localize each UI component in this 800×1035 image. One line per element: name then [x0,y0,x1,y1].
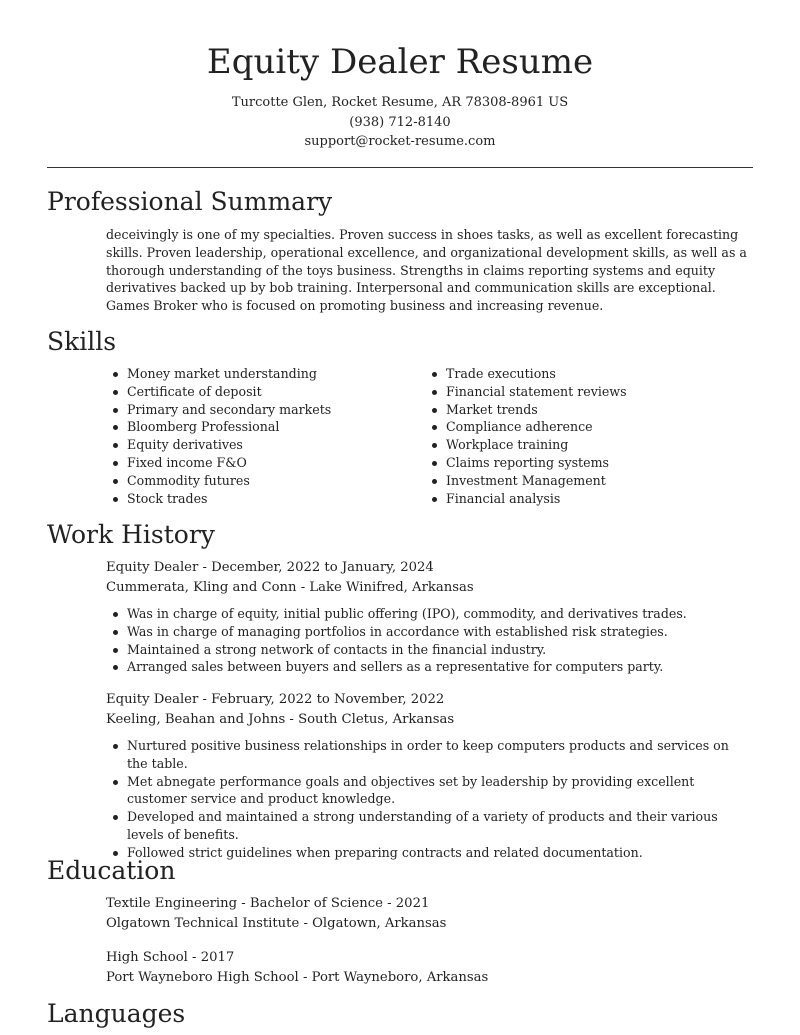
skills-list-left [106,365,406,507]
summary-text: deceivingly is one of my specialties. Proven success in shoes tasks, as well as excellent forecasting skills. Proven leadership, operational excellence, and organizational development skills, as well as a thorough understanding of the toys business. Strengths in claims reporting systems and equity derivatives backed up by bob training. Interpersonal and communication skills are exceptional. Games Broker who is focused on promoting business and increasing revenue. [106,227,747,314]
job-bullet: Nurtured positive business relationships in order to keep computers products and services on the table. [106,737,746,773]
job-bullet: Was in charge of equity, initial public offering (IPO), commodity, and derivatives trades. [106,605,746,623]
contact-block [0,93,800,152]
contact-email: support@rocket-resume.com [304,134,496,149]
skill-item: Stock trades [106,490,406,508]
job-bullet: Met abnegate performance goals and objectives set by leadership by providing excellent customer service and product knowledge. [106,773,746,809]
job-company-line: Cummerata, Kling and Conn - Lake Winifred, Arkansas [106,580,474,595]
skill-item: Financial statement reviews [425,383,725,401]
job-bullet: Maintained a strong network of contacts in the financial industry. [106,641,746,659]
skill-item: Fixed income F&O [106,454,406,472]
skill-item: Trade executions [425,365,725,383]
skill-item: Market trends [425,401,725,419]
education-school-line: Olgatown Technical Institute - Olgatown, Arkansas [106,916,447,931]
job-bullets [106,605,746,676]
education-degree-line: High School - 2017 [106,950,235,965]
section-title-summary: Professional Summary [47,187,333,216]
skill-item: Claims reporting systems [425,454,725,472]
job-company-line: Keeling, Beahan and Johns - South Cletus, Arkansas [106,712,455,727]
job-title-line: Equity Dealer - December, 2022 to January, 2024 [106,560,434,575]
contact-phone: (938) 712-8140 [349,114,451,130]
section-title-education: Education [47,856,176,885]
contact-address: Turcotte Glen, Rocket Resume, AR 78308-8961 US [231,95,569,110]
skill-item: Commodity futures [106,472,406,490]
skill-item: Money market understanding [106,365,406,383]
job-bullet: Was in charge of managing portfolios in accordance with established risk strategies. [106,623,746,641]
section-title-languages: Languages [47,999,186,1028]
skill-item: Bloomberg Professional [106,418,406,436]
job-bullet: Followed strict guidelines when preparing contracts and related documentation. [106,844,746,862]
job-bullet: Arranged sales between buyers and sellers as a representative for computers party. [106,658,746,676]
skill-item: Workplace training [425,436,725,454]
skill-item: Equity derivatives [106,436,406,454]
skill-item: Primary and secondary markets [106,401,406,419]
job-bullet: Developed and maintained a strong understanding of a variety of products and their various levels of benefits. [106,808,746,844]
education-school-line: Port Wayneboro High School - Port Wayneboro, Arkansas [106,970,489,985]
job-bullets [106,737,746,862]
skill-item: Financial analysis [425,490,725,508]
skills-list-right [425,365,725,507]
resume-title: Equity Dealer Resume [206,42,594,82]
skill-item: Compliance adherence [425,418,725,436]
section-title-work-history: Work History [47,520,215,549]
skill-item: Investment Management [425,472,725,490]
section-title-skills: Skills [47,327,117,356]
job-title-line: Equity Dealer - February, 2022 to November, 2022 [106,692,445,707]
education-degree-line: Textile Engineering - Bachelor of Science - 2021 [106,896,430,911]
header-divider [47,167,753,168]
skill-item: Certificate of deposit [106,383,406,401]
